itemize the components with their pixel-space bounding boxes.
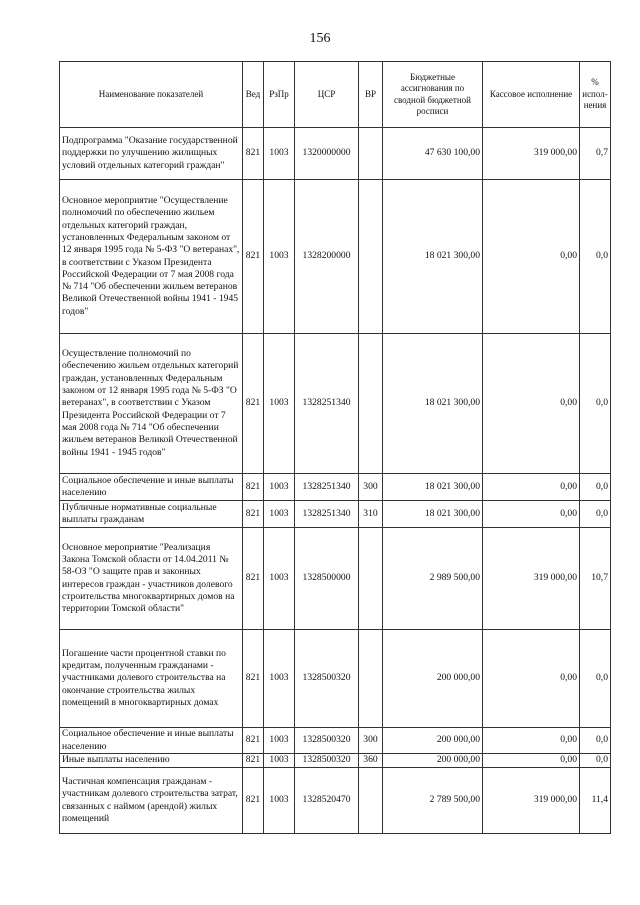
row-pct: 0,7 — [580, 128, 611, 180]
row-rzpr: 1003 — [264, 334, 295, 474]
table-row — [60, 334, 611, 474]
header-rzpr: РзПр — [264, 62, 295, 128]
row-ved: 821 — [243, 754, 264, 768]
row-ved: 821 — [243, 128, 264, 180]
row-pct: 10,7 — [580, 528, 611, 630]
row-budget: 18 021 300,00 — [383, 180, 483, 334]
row-name: Социальное обеспечение и иные выплаты населению — [60, 728, 243, 754]
row-name: Иные выплаты населению — [60, 754, 243, 768]
row-vr: 300 — [359, 728, 383, 754]
row-ved: 821 — [243, 630, 264, 728]
row-ved: 821 — [243, 334, 264, 474]
row-pct: 11,4 — [580, 768, 611, 834]
row-vr — [359, 630, 383, 728]
row-rzpr: 1003 — [264, 474, 295, 501]
table-row — [60, 128, 611, 180]
row-name: Частичная компенсация гражданам - участникам долевого строительства затрат, связанных с наймом (арендой) жилых помещений — [60, 768, 243, 834]
row-budget: 200 000,00 — [383, 754, 483, 768]
row-pct: 0,0 — [580, 754, 611, 768]
row-rzpr: 1003 — [264, 180, 295, 334]
row-csr: 1328200000 — [295, 180, 359, 334]
page-number: 156 — [309, 31, 331, 46]
row-vr — [359, 768, 383, 834]
row-pct: 0,0 — [580, 474, 611, 501]
header-cash: Кассовое исполнение — [483, 62, 580, 128]
row-rzpr: 1003 — [264, 728, 295, 754]
row-rzpr: 1003 — [264, 768, 295, 834]
row-cash: 0,00 — [483, 728, 580, 754]
row-cash: 319 000,00 — [483, 128, 580, 180]
row-pct: 0,0 — [580, 728, 611, 754]
row-csr: 1328520470 — [295, 768, 359, 834]
row-name: Погашение части процентной ставки по кредитам, полученным гражданами - участниками долевого строительства на окончание строительства жилых помещений в многоквартирных домах — [60, 630, 243, 728]
row-vr — [359, 334, 383, 474]
row-name: Социальное обеспечение и иные выплаты населению — [60, 474, 243, 501]
row-cash: 0,00 — [483, 630, 580, 728]
row-budget: 18 021 300,00 — [383, 501, 483, 528]
table-row — [60, 474, 611, 501]
row-rzpr: 1003 — [264, 128, 295, 180]
row-ved: 821 — [243, 501, 264, 528]
row-pct: 0,0 — [580, 630, 611, 728]
row-name: Осуществление полномочий по обеспечению жильем отдельных категорий граждан, установленных Федеральным законом от 12 января 1995 года № 5-ФЗ "О ветеранах", в соответствии с Указом Президента Российской Федерации от 7 мая 2008 года № 714 "Об обеспечении жильем ветеранов Великой Отечественной войны 1941 - 1945 годов" — [60, 334, 243, 474]
header-csr: ЦСР — [295, 62, 359, 128]
row-cash: 0,00 — [483, 501, 580, 528]
header-pct: % испол-нения — [580, 62, 611, 128]
row-budget: 18 021 300,00 — [383, 334, 483, 474]
row-cash: 0,00 — [483, 754, 580, 768]
row-csr: 1328500320 — [295, 754, 359, 768]
header-vr: ВР — [359, 62, 383, 128]
row-ved: 821 — [243, 768, 264, 834]
row-vr — [359, 128, 383, 180]
row-vr: 310 — [359, 501, 383, 528]
header-name: Наименование показателей — [60, 62, 243, 128]
table-row — [60, 501, 611, 528]
row-ved: 821 — [243, 180, 264, 334]
row-name: Подпрограмма "Оказание государственной поддержки по улучшению жилищных условий отдельных категорий граждан" — [60, 128, 243, 180]
row-rzpr: 1003 — [264, 501, 295, 528]
row-ved: 821 — [243, 728, 264, 754]
row-csr: 1328500000 — [295, 528, 359, 630]
row-budget: 200 000,00 — [383, 728, 483, 754]
row-vr — [359, 180, 383, 334]
row-csr: 1320000000 — [295, 128, 359, 180]
row-vr: 300 — [359, 474, 383, 501]
row-rzpr: 1003 — [264, 754, 295, 768]
row-name: Основное мероприятие "Реализация Закона Томской области от 14.04.2011 № 58-ОЗ "О защите прав и законных интересов граждан - участников долевого строительства многоквартирных домов на территории Томской области" — [60, 528, 243, 630]
row-budget: 18 021 300,00 — [383, 474, 483, 501]
header-budget: Бюджетные ассигнования по сводной бюджетной росписи — [383, 62, 483, 128]
budget-execution-table — [59, 61, 611, 834]
row-csr: 1328500320 — [295, 630, 359, 728]
row-budget: 2 789 500,00 — [383, 768, 483, 834]
row-vr: 360 — [359, 754, 383, 768]
table-row — [60, 754, 611, 768]
row-csr: 1328251340 — [295, 334, 359, 474]
row-rzpr: 1003 — [264, 630, 295, 728]
row-cash: 319 000,00 — [483, 528, 580, 630]
row-budget: 47 630 100,00 — [383, 128, 483, 180]
row-cash: 0,00 — [483, 474, 580, 501]
table-header-row — [60, 62, 611, 128]
table-row — [60, 728, 611, 754]
table-row — [60, 528, 611, 630]
row-pct: 0,0 — [580, 501, 611, 528]
row-budget: 2 989 500,00 — [383, 528, 483, 630]
row-cash: 0,00 — [483, 334, 580, 474]
row-rzpr: 1003 — [264, 528, 295, 630]
header-ved: Вед — [243, 62, 264, 128]
row-budget: 200 000,00 — [383, 630, 483, 728]
row-csr: 1328251340 — [295, 501, 359, 528]
row-csr: 1328500320 — [295, 728, 359, 754]
row-name: Основное мероприятие "Осуществление полномочий по обеспечению жильем отдельных категорий граждан, установленных Федеральным законом от 12 января 1995 года № 5-ФЗ "О ветеранах", в соответствии с Указом Президента Российской Федерации от 7 мая 2008 года № 714 "Об обеспечении жильем ветеранов Великой Отечественной войны 1941 - 1945 годов" — [60, 180, 243, 334]
table-row — [60, 180, 611, 334]
row-ved: 821 — [243, 474, 264, 501]
table-row — [60, 630, 611, 728]
row-pct: 0,0 — [580, 180, 611, 334]
row-csr: 1328251340 — [295, 474, 359, 501]
table-row — [60, 768, 611, 834]
row-vr — [359, 528, 383, 630]
row-cash: 319 000,00 — [483, 768, 580, 834]
row-name: Публичные нормативные социальные выплаты гражданам — [60, 501, 243, 528]
row-pct: 0,0 — [580, 334, 611, 474]
row-ved: 821 — [243, 528, 264, 630]
row-cash: 0,00 — [483, 180, 580, 334]
